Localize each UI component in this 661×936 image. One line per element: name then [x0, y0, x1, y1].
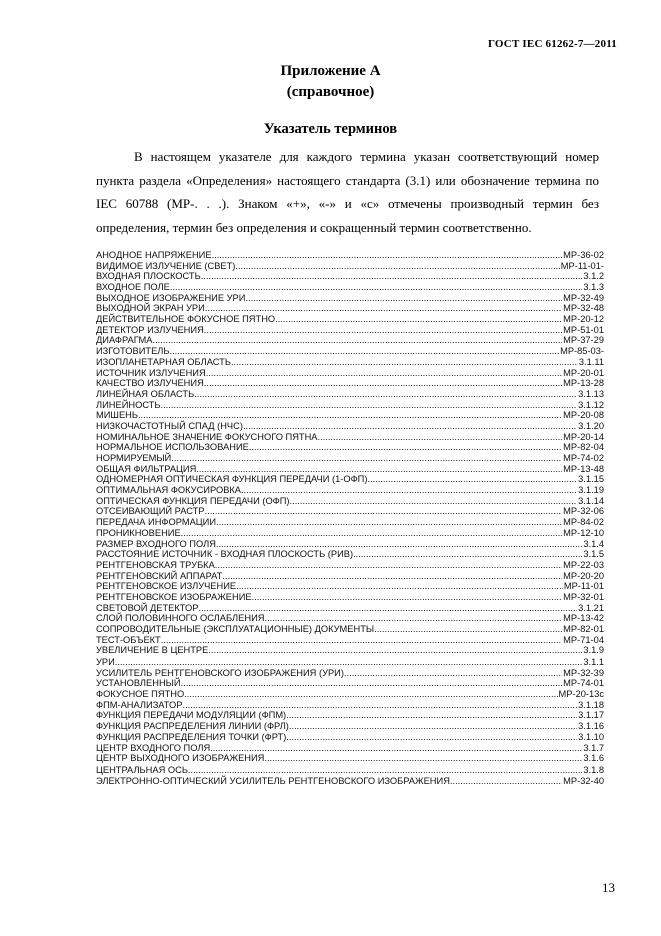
dot-leader	[184, 689, 557, 700]
index-entry	[96, 410, 604, 421]
index-term: РЕНТГЕНОВСКОЕ ИЗЛУЧЕНИЕ	[96, 581, 237, 592]
index-ref: МР-20-14	[563, 431, 604, 442]
dot-leader	[231, 357, 578, 368]
index-term: ИЗГОТОВИТЕЛЬ	[96, 346, 170, 357]
index-entry	[96, 400, 604, 411]
index-ref: МР-82-01	[563, 624, 604, 635]
index-ref: МР-32-39	[563, 667, 604, 678]
index-ref: МР-36-02	[563, 249, 604, 260]
index-ref: 3.1.13	[578, 388, 604, 399]
dot-leader	[212, 250, 563, 261]
index-ref: МР-20-13c	[558, 689, 604, 700]
index-ref: 3.1.1	[583, 657, 604, 668]
index-ref: 3.1.19	[578, 485, 604, 496]
dot-leader	[275, 314, 562, 325]
appendix-title: Приложение А	[280, 63, 381, 79]
index-term: ЛИНЕЙНОСТЬ	[96, 399, 161, 410]
index-entry	[96, 303, 604, 314]
index-term: ЦЕНТР ВХОДНОГО ПОЛЯ	[96, 742, 211, 753]
index-entry	[96, 442, 604, 453]
intro-text: В настоящем указателе для каждого термина указан соответствующий номер пункта раздела «Определения» настоящего стандарта (3.1) или обозначение термина по IEC 60788 (МР-. . .). Знаком «+», «-» и «c» отмечены производный термин без определения, термин без определения и сокращенный термин соответственно.	[96, 149, 599, 235]
index-entry	[96, 389, 604, 400]
dot-leader	[161, 400, 578, 411]
index-term: ЦЕНТРАЛЬНАЯ ОСЬ	[96, 764, 188, 775]
dot-leader	[206, 368, 562, 379]
index-entry	[96, 378, 604, 389]
index-term: ФУНКЦИЯ ПЕРЕДАЧИ МОДУЛЯЦИИ (ФПМ)	[96, 710, 287, 721]
index-term: НОРМАЛЬНОЕ ИСПОЛЬЗОВАНИЕ	[96, 442, 249, 453]
index-term: ИСТОЧНИК ИЗЛУЧЕНИЯ	[96, 367, 206, 378]
index-entry	[96, 496, 604, 507]
index-entry	[96, 250, 604, 261]
index-entry	[96, 721, 604, 732]
index-ref: 3.1.15	[578, 474, 604, 485]
index-ref: 3.1.4	[583, 538, 604, 549]
index-entry	[96, 314, 604, 325]
index-ref: МР-85-03-	[560, 346, 604, 357]
dot-leader	[201, 271, 583, 282]
dot-leader	[235, 261, 559, 272]
index-term: РЕНТГЕНОВСКИЙ АППАРАТ	[96, 570, 223, 581]
index-entry	[96, 507, 604, 518]
index-term: УВЕЛИЧЕНИЕ В ЦЕНТРЕ	[96, 645, 209, 656]
index-term: РАЗМЕР ВХОДНОГО ПОЛЯ	[96, 538, 216, 549]
dot-leader	[115, 657, 583, 668]
index-entry	[96, 421, 604, 432]
dot-leader	[289, 721, 577, 732]
index-term: ЛИНЕЙНАЯ ОБЛАСТЬ	[96, 388, 195, 399]
index-entry	[96, 581, 604, 592]
index-entry	[96, 560, 604, 571]
index-term: ОДНОМЕРНАЯ ОПТИЧЕСКАЯ ФУНКЦИЯ ПЕРЕДАЧИ (1-ОФП)	[96, 474, 368, 485]
dot-leader	[344, 668, 562, 679]
dot-leader	[170, 282, 582, 293]
index-term: ИЗОПЛАНЕТАРНАЯ ОБЛАСТЬ	[96, 356, 231, 367]
index-term: ТЕСТ-ОБЪЕКТ	[96, 634, 161, 645]
dot-leader	[450, 776, 562, 788]
index-term: РАССТОЯНИЕ ИСТОЧНИК - ВХОДНАЯ ПЛОСКОСТЬ (РИВ)	[96, 549, 354, 560]
index-term: АНОДНОЕ НАПРЯЖЕНИЕ	[96, 249, 212, 260]
index-ref: МР-12-10	[563, 527, 604, 538]
index-ref: МР-74-02	[563, 453, 604, 464]
index-term: ОПТИМАЛЬНАЯ ФОКУСИРОВКА	[96, 485, 242, 496]
index-term: УСИЛИТЕЛЬ РЕНТГЕНОВСКОГО ИЗОБРАЖЕНИЯ (УРИ)	[96, 667, 344, 678]
index-term: РЕНТГЕНОВСКАЯ ТРУБКА	[96, 559, 215, 570]
dot-leader	[290, 496, 578, 507]
term-index-list	[96, 250, 604, 788]
index-term: УРИ	[96, 657, 115, 668]
dot-leader	[188, 765, 582, 777]
index-ref: МР-11-01	[563, 581, 604, 592]
index-entry	[96, 753, 604, 765]
page-number: 13	[602, 880, 615, 895]
index-entry	[96, 336, 604, 347]
index-term: ВЫХОДНОЙ ЭКРАН УРИ	[96, 303, 205, 314]
index-entry	[96, 485, 604, 496]
index-entry	[96, 261, 604, 272]
dot-leader	[353, 549, 582, 560]
index-entry	[96, 635, 604, 646]
dot-leader	[204, 325, 562, 336]
dot-leader	[208, 645, 582, 657]
index-entry	[96, 732, 604, 743]
dot-leader	[241, 485, 577, 496]
dot-leader	[286, 710, 577, 721]
index-heading: Указатель терминов	[263, 121, 398, 137]
index-entry	[96, 528, 604, 539]
index-entry	[96, 668, 604, 679]
index-entry	[96, 271, 604, 282]
index-entry	[96, 700, 604, 711]
index-ref: МР-32-01	[563, 591, 604, 602]
index-term: УСТАНОВЛЕННЫЙ	[96, 678, 181, 689]
dot-leader	[252, 592, 563, 603]
index-ref: МР-71-04	[563, 634, 604, 645]
dot-leader	[264, 613, 562, 624]
index-term: ПРОНИКНОВЕНИЕ	[96, 527, 181, 538]
index-ref: МР-51-01	[563, 324, 604, 335]
index-entry	[96, 603, 604, 614]
index-term: ВЫХОДНОЕ ИЗОБРАЖЕНИЕ УРИ	[96, 292, 246, 303]
index-ref: 3.1.8	[583, 764, 604, 775]
index-ref: 3.1.3	[583, 282, 604, 293]
index-ref: МР-74-01	[563, 678, 604, 689]
index-entry	[96, 464, 604, 475]
index-entry	[96, 571, 604, 582]
index-term: ОБЩАЯ ФИЛЬТРАЦИЯ	[96, 463, 197, 474]
index-entry	[96, 539, 604, 550]
index-entry	[96, 357, 604, 368]
index-entry	[96, 689, 604, 700]
index-ref: МР-20-20	[563, 570, 604, 581]
dot-leader	[181, 678, 563, 689]
dot-leader	[138, 410, 562, 421]
index-ref: МР-32-06	[563, 506, 604, 517]
index-term: ДЕЙСТВИТЕЛЬНОЕ ФОКУСНОЕ ПЯТНО	[96, 314, 276, 325]
dot-leader	[210, 743, 582, 754]
index-term: ФПМ-АНАЛИЗАТОР	[96, 699, 183, 710]
dot-leader	[204, 378, 562, 389]
index-term: ВХОДНОЕ ПОЛЕ	[96, 282, 170, 293]
index-term: РЕНТГЕНОВСКОЕ ИЗОБРАЖЕНИЕ	[96, 591, 252, 602]
index-entry	[96, 624, 604, 635]
index-entry	[96, 453, 604, 464]
index-term: КАЧЕСТВО ИЗЛУЧЕНИЯ	[96, 378, 204, 389]
dot-leader	[205, 506, 563, 517]
index-ref: 3.1.10	[578, 731, 604, 742]
index-entry	[96, 517, 604, 528]
index-entry	[96, 678, 604, 689]
appendix-subtitle: (справочное)	[286, 84, 375, 100]
index-term: ФОКУСНОЕ ПЯТНО	[96, 689, 185, 700]
index-entry	[96, 474, 604, 485]
dot-leader	[153, 335, 563, 346]
intro-paragraph	[96, 145, 599, 239]
dot-leader	[196, 464, 562, 475]
index-entry	[96, 613, 604, 624]
index-term: ДИАФРАГМА	[96, 335, 153, 346]
index-term: ДЕТЕКТОР ИЗЛУЧЕНИЯ	[96, 324, 204, 335]
index-term: СОПРОВОДИТЕЛЬНЫЕ (ЭКСПЛУАТАЦИОННЫЕ) ДОКУМЕНТЫ	[96, 624, 375, 635]
dot-leader	[205, 303, 562, 314]
document-standard-header: ГОСТ IEC 61262-7—2011	[487, 38, 617, 50]
dot-leader	[161, 635, 562, 646]
index-term: ЦЕНТР ВЫХОДНОГО ИЗОБРАЖЕНИЯ	[96, 753, 265, 764]
index-term: ЭЛЕКТРОННО-ОПТИЧЕСКИЙ УСИЛИТЕЛЬ РЕНТГЕНОВСКОГО ИЗОБРАЖЕНИЯ	[96, 776, 450, 787]
index-entry	[96, 592, 604, 603]
index-ref: 3.1.17	[578, 710, 604, 721]
index-ref: 3.1.2	[583, 271, 604, 282]
index-entry	[96, 776, 604, 788]
dot-leader	[243, 421, 577, 432]
index-ref: 3.1.6	[583, 753, 604, 764]
index-entry	[96, 368, 604, 379]
dot-leader	[236, 581, 563, 592]
dot-leader	[249, 442, 562, 453]
index-ref: МР-13-28	[563, 378, 604, 389]
dot-leader	[286, 732, 577, 743]
index-term: НИЗКОЧАСТОТНЫЙ СПАД (НЧС)	[96, 420, 243, 431]
dot-leader	[170, 346, 560, 357]
index-term: МИШЕНЬ	[96, 410, 138, 421]
index-term: ФУНКЦИЯ РАСПРЕДЕЛЕНИЯ ЛИНИИ (ФРЛ)	[96, 721, 289, 732]
index-ref: МР-32-48	[563, 303, 604, 314]
index-ref: МР-13-48	[563, 463, 604, 474]
index-term: НОРМИРУЕМЫЙ	[96, 453, 172, 464]
index-term: ФУНКЦИЯ РАСПРЕДЕЛЕНИЯ ТОЧКИ (ФРТ)	[96, 731, 287, 742]
index-ref: МР-32-49	[563, 292, 604, 303]
index-ref: 3.1.11	[578, 356, 604, 367]
index-entry	[96, 282, 604, 293]
index-entry	[96, 645, 604, 657]
dot-leader	[215, 560, 562, 571]
index-ref: МР-37-29	[563, 335, 604, 346]
dot-leader	[264, 753, 582, 765]
dot-leader	[171, 453, 562, 464]
index-ref: МР-20-01	[563, 367, 604, 378]
index-entry	[96, 293, 604, 304]
index-term: ВХОДНАЯ ПЛОСКОСТЬ	[96, 271, 201, 282]
dot-leader	[222, 571, 562, 582]
dot-leader	[374, 624, 562, 635]
index-ref: 3.1.7	[583, 742, 604, 753]
index-term: ВИДИМОЕ ИЗЛУЧЕНИЕ (СВЕТ)	[96, 260, 236, 271]
index-ref: МР-20-08	[563, 410, 604, 421]
index-entry	[96, 710, 604, 721]
index-ref: МР-20-12	[563, 314, 604, 325]
dot-leader	[194, 389, 577, 400]
index-ref: 3.1.18	[578, 699, 604, 710]
index-entry	[96, 346, 604, 357]
index-entry	[96, 432, 604, 443]
index-term: НОМИНАЛЬНОЕ ЗНАЧЕНИЕ ФОКУСНОГО ПЯТНА	[96, 431, 318, 442]
dot-leader	[198, 603, 577, 614]
dot-leader	[216, 539, 582, 550]
index-ref: МР-32-40	[563, 776, 604, 787]
index-entry	[96, 657, 604, 668]
index-ref: МР-82-04	[563, 442, 604, 453]
index-term: ПЕРЕДАЧА ИНФОРМАЦИИ	[96, 517, 217, 528]
index-ref: МР-22-03	[563, 559, 604, 570]
index-ref: 3.1.9	[583, 645, 604, 656]
index-ref: 3.1.5	[583, 549, 604, 560]
index-entry	[96, 743, 604, 754]
index-ref: 3.1.16	[578, 721, 604, 732]
dot-leader	[367, 474, 577, 485]
index-ref: 3.1.14	[578, 495, 604, 506]
index-entry	[96, 765, 604, 777]
dot-leader	[216, 517, 562, 528]
index-ref: 3.1.21	[578, 602, 604, 613]
index-ref: МР-84-02	[563, 517, 604, 528]
index-term: ОТСЕИВАЮЩИЙ РАСТР	[96, 506, 205, 517]
index-ref: МР-13-42	[563, 613, 604, 624]
dot-leader	[245, 293, 562, 304]
index-entry	[96, 325, 604, 336]
index-entry	[96, 549, 604, 560]
dot-leader	[182, 700, 577, 711]
index-term: СЛОЙ ПОЛОВИННОГО ОСЛАБЛЕНИЯ	[96, 613, 265, 624]
index-term: ОПТИЧЕСКАЯ ФУНКЦИЯ ПЕРЕДАЧИ (ОФП)	[96, 495, 290, 506]
dot-leader	[318, 432, 563, 443]
dot-leader	[181, 528, 563, 539]
index-ref: МР-11-01-	[560, 260, 604, 271]
index-ref: 3.1.12	[578, 399, 604, 410]
index-ref: 3.1.20	[578, 420, 604, 431]
index-term: СВЕТОВОЙ ДЕТЕКТОР	[96, 602, 199, 613]
